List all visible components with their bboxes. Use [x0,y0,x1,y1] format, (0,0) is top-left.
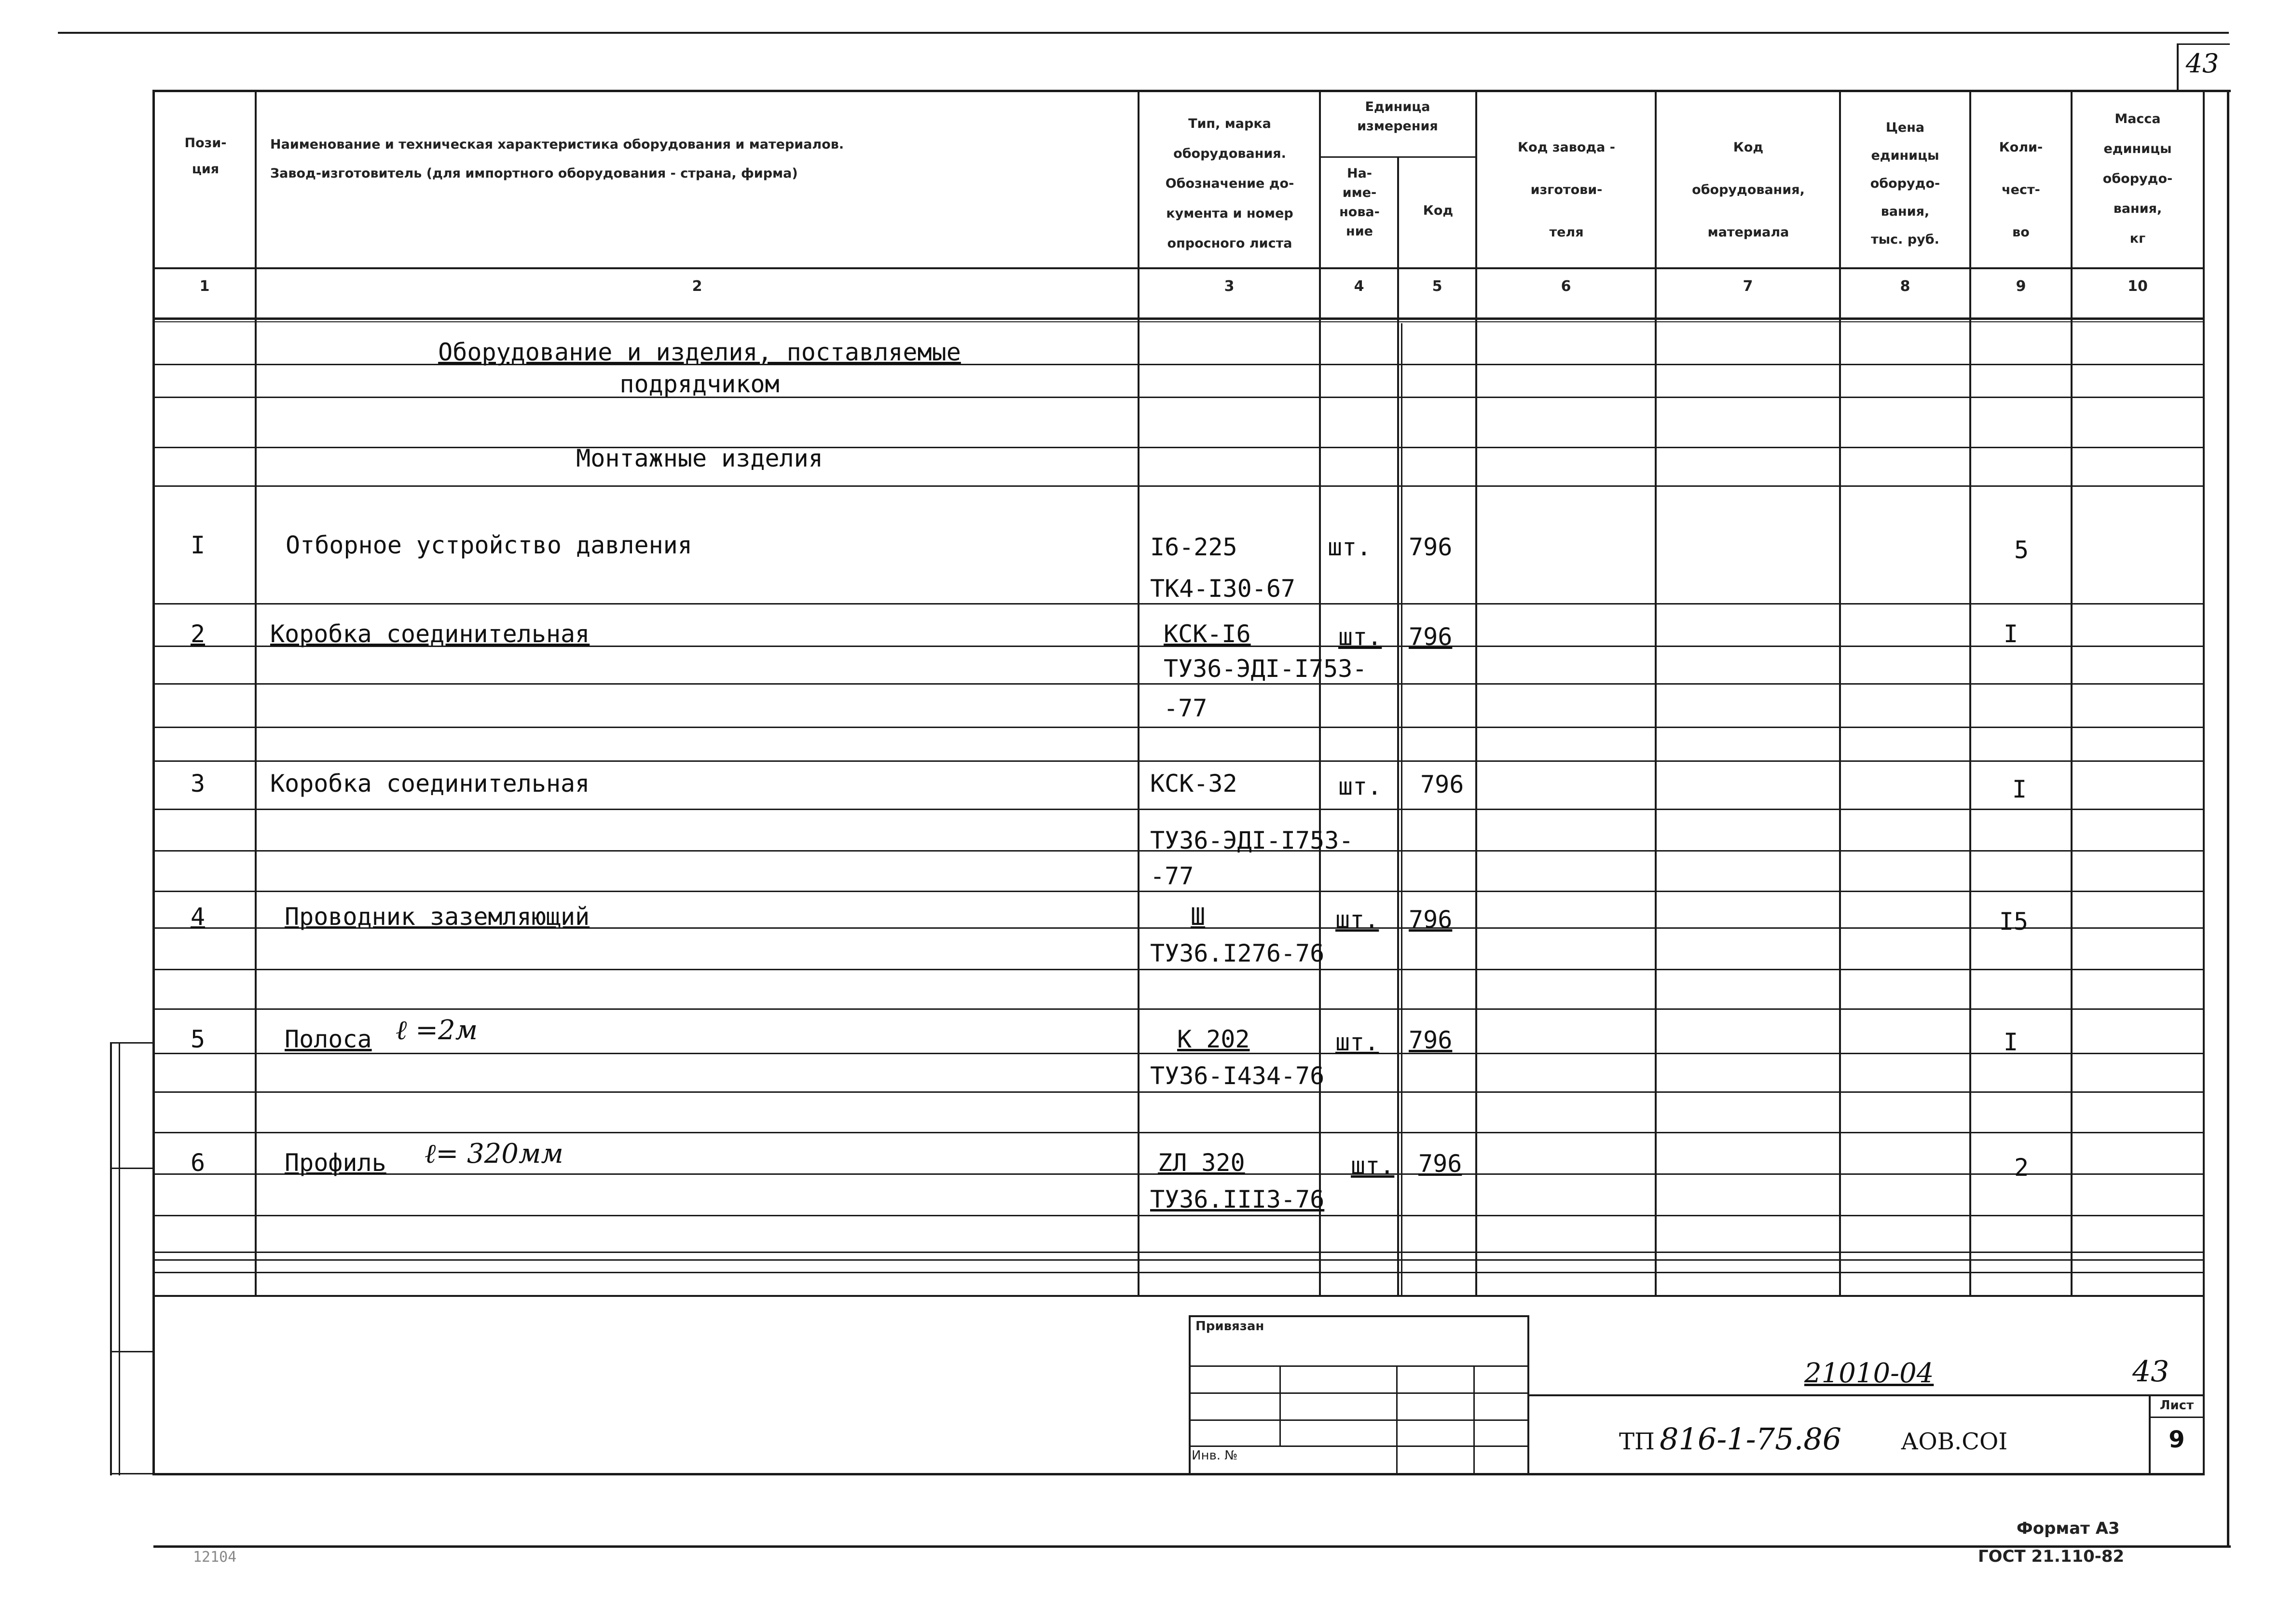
item-5-position: 5 [190,1025,206,1053]
item-3-doc: ТУ36-ЭДI-I753- [1150,826,1354,854]
header-unit-name: На- име- нова- ние [1339,166,1380,239]
item-1-name: Отборное устройство давления [286,531,692,559]
item-1-type: I6-225 [1150,533,1237,561]
format-label: Формат А3 [2017,1519,2120,1538]
item-2-type: КСК-I6 [1164,620,1251,648]
col-num-7: 7 [1743,278,1753,295]
col-num-8: 8 [1900,278,1910,295]
item-5-unit: шт. [1335,1028,1379,1056]
item-3-code: 796 [1420,771,1464,798]
body-row-rule [152,1272,2205,1273]
item-3-unit: шт. [1338,772,1382,800]
title-block-top [1527,1394,2205,1396]
project-number: 816-1-75.86 [1660,1421,1842,1457]
body-row-rule [152,727,2205,728]
col-divider-9 [2071,90,2073,1296]
col-num-3: 3 [1224,278,1235,295]
body-row-rule [152,1008,2205,1010]
corner-box-left [2177,43,2179,92]
stamp-grid-v2 [1396,1365,1398,1474]
header-price: Цена единицы оборудо- вания, тыс. руб. [1870,120,1940,247]
body-row-rule [152,891,2205,892]
item-3-name: Коробка соединительная [270,770,590,798]
col-num-1: 1 [199,278,210,295]
sheet-box-left [2149,1394,2151,1474]
item-6-position: 6 [190,1149,206,1177]
item-5-length: ℓ =2м [396,1015,478,1046]
binding-strip-rule-1 [110,1168,154,1169]
col-num-4: 4 [1354,278,1364,295]
item-1-code: 796 [1409,533,1453,561]
item-6-unit: шт. [1351,1152,1395,1180]
subsection-title: Монтажные изделия [576,444,823,472]
doc-number: 21010-04 [1804,1358,1934,1389]
body-row-rule [152,603,2205,605]
stamp-box-left [1189,1315,1191,1474]
header-unit-group: Единица измерения [1357,99,1438,134]
table-right [2203,90,2205,1475]
header-type: Тип, марка оборудования. Обозначение до- кумента и номер опросного листа [1165,116,1294,251]
item-6-code: 796 [1418,1150,1462,1178]
header-mass: Масса единицы оборудо- вания, кг [2102,111,2173,246]
body-row-rule [152,683,2205,685]
frame-top [153,90,2231,92]
header-equipment-code: Код оборудования, материала [1692,140,1805,240]
body-row-rule [152,1091,2205,1093]
header-bottom-rule [152,267,2205,269]
item-4-position: 4 [190,903,206,931]
item-2-doc: ТУ36-ЭДI-I753- [1164,655,1367,683]
body-row-rule [152,1259,2205,1261]
col-divider-6 [1655,90,1657,1296]
item-1-doc: ТК4-I30-67 [1150,575,1296,603]
binding-strip-mid [119,1042,120,1475]
item-5-qty: I [2003,1028,2018,1056]
item-6-length: ℓ= 320мм [425,1138,563,1170]
item-6-doc: ТУ36.III3-76 [1150,1185,1325,1213]
page-no-handwritten: 43 [2132,1355,2169,1389]
item-3-doc-cont: -77 [1150,862,1194,890]
sheet-number: 9 [2169,1426,2185,1453]
header-unit-code: Код [1423,203,1454,218]
project-code: АОВ.СОI [1901,1428,2008,1455]
bottom-left-mark: 12104 [193,1549,237,1566]
binding-strip-top [110,1042,154,1044]
col-divider-7 [1839,90,1841,1296]
item-2-unit: шт. [1338,623,1382,651]
item-1-unit: шт. [1328,533,1372,561]
header-position: Пози- ция [184,136,227,177]
binding-strip-left [110,1042,112,1475]
table-bottom [152,1473,2205,1475]
col-divider-5 [1475,90,1477,1296]
body-row-rule [152,969,2205,970]
stamp-grid-h1 [1189,1365,1529,1367]
section-title-line-2: подрядчиком [619,370,780,398]
item-4-unit: шт. [1335,906,1379,934]
body-row-rule [152,760,2205,762]
item-5-name: Полоса [285,1025,372,1053]
col-num-10: 10 [2128,278,2148,295]
item-3-qty: I [2012,775,2027,803]
item-2-doc-cont: -77 [1164,694,1208,722]
item-4-type: Ш [1191,903,1206,931]
item-1-qty: 5 [2014,536,2029,564]
item-2-qty: I [2003,620,2018,648]
stamp-privyazan: Привязан [1195,1319,1264,1334]
sheet-box-mid [2149,1417,2205,1418]
sheet-label: Лист [2159,1398,2194,1413]
stamp-grid-v1 [1279,1365,1281,1446]
project-prefix: ТП [1619,1428,1655,1455]
item-5-doc: ТУ36-I434-76 [1150,1062,1325,1090]
stamp-grid-h4 [1189,1445,1529,1447]
col-num-9: 9 [2016,278,2026,295]
header-factory-code: Код завода - изготови- теля [1518,140,1615,240]
item-2-code: 796 [1409,623,1453,651]
section-title-line-1: Оборудование и изделия, поставляемые [438,338,961,366]
frame-bottom [153,1545,2231,1548]
header-name: Наименование и техническая характеристика оборудования и материалов. Завод-изготовитель (для импортного оборудования - страна, фирма) [270,137,844,181]
body-bottom-rule [152,1295,2205,1297]
item-3-position: 3 [190,770,206,798]
binding-strip-rule-2 [110,1351,154,1352]
numbers-bottom-rule-2 [152,321,2205,322]
col-num-5: 5 [1432,278,1442,295]
body-row-rule [152,485,2205,487]
stamp-grid-h2 [1189,1392,1529,1394]
item-1-position: I [190,531,206,559]
col-divider-2 [1138,90,1140,1296]
item-4-name: Проводник заземляющий [285,903,590,931]
item-6-name: Профиль [285,1149,386,1177]
col-divider-1 [255,90,257,1296]
top-page-rule [58,32,2229,34]
stamp-inv: Инв. № [1192,1448,1238,1463]
body-row-rule [152,1215,2205,1216]
numbers-bottom-rule [152,317,2205,320]
gost-label: ГОСТ 21.110-82 [1978,1547,2125,1566]
col-divider-8 [1969,90,1971,1296]
body-row-rule [152,1132,2205,1133]
item-2-name: Коробка соединительная [270,620,590,648]
item-4-code: 796 [1409,906,1453,934]
body-row-rule [152,809,2205,810]
binding-strip-bottom [110,1473,154,1474]
col-num-2: 2 [692,278,702,295]
body-row-rule [152,1252,2205,1253]
col-num-6: 6 [1561,278,1571,295]
item-2-position: 2 [190,620,206,648]
item-6-type: ZЛ 320 [1158,1149,1245,1177]
item-4-qty: I5 [1999,908,2029,936]
page-corner-number: 43 [2185,48,2219,79]
stamp-grid-v3 [1473,1365,1475,1474]
header-qty: Коли- чест- во [1999,140,2043,240]
stamp-box-top [1189,1315,1529,1317]
item-4-doc: ТУ36.I276-76 [1150,939,1325,967]
frame-right [2227,90,2229,1547]
item-3-type: КСК-32 [1150,770,1237,798]
unit-group-rule [1319,156,1477,158]
item-5-code: 796 [1409,1026,1453,1054]
corner-box-top [2177,43,2230,45]
item-6-qty: 2 [2014,1154,2029,1182]
item-5-type: К 202 [1177,1025,1250,1053]
stamp-grid-h3 [1189,1419,1529,1421]
col-divider-3 [1319,90,1321,1296]
